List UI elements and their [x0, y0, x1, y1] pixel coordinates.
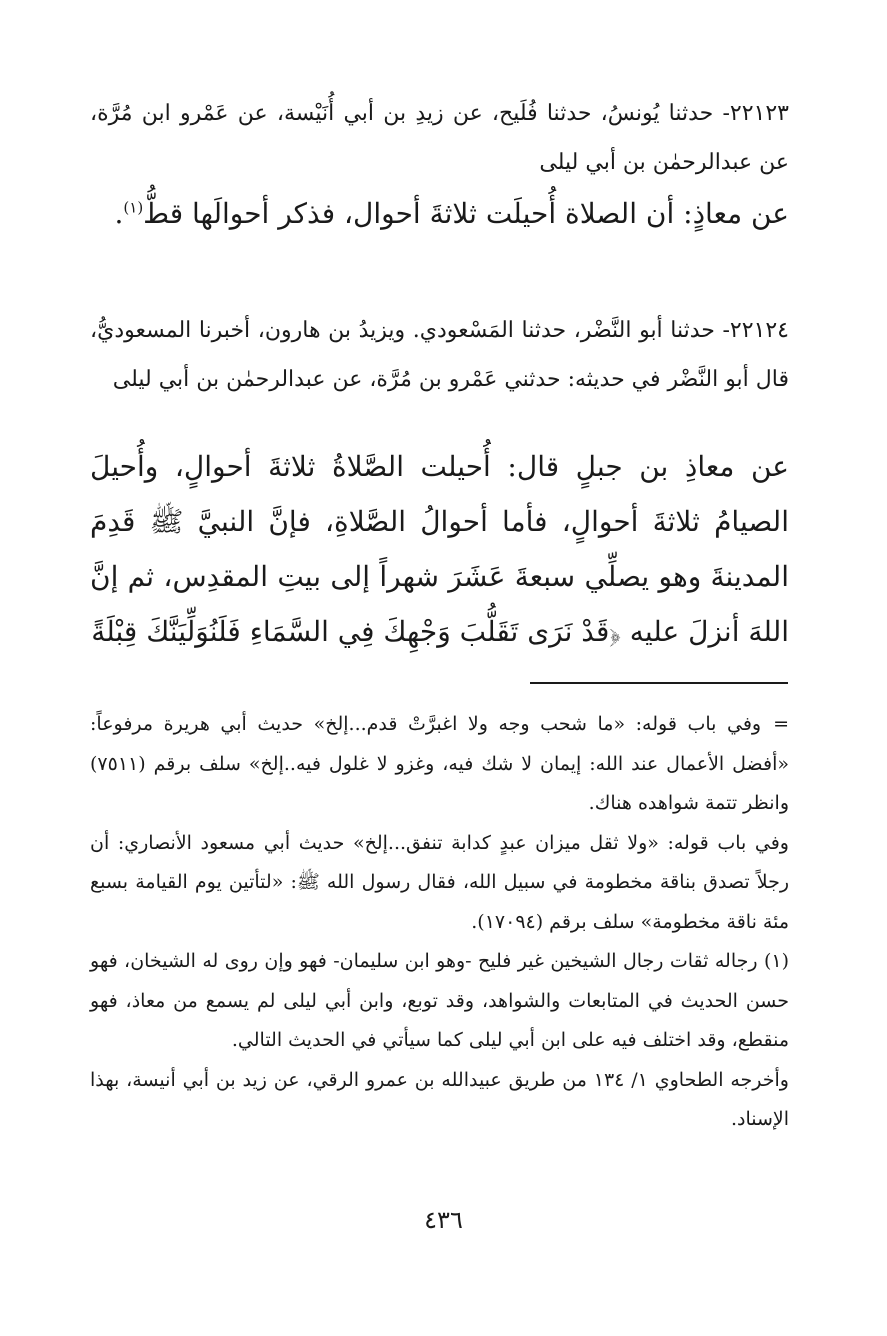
hadith-22124-isnad: ٢٢١٢٤- حدثنا أبو النَّضْر، حدثنا المَسْعودي. ويزيدُ بن هارون، أخبرنا المسعوديُّ، قال أبو النَّضْر في حديثه: حدثني عَمْرو بن مُرَّة، عن عبدالرحمٰن بن أبي ليلى: [90, 318, 789, 392]
hadith-22123-matn: [90, 186, 789, 241]
footnote-paragraph-4: وأخرجه الطحاوي ١/ ١٣٤ من طريق عبيدالله بن عمرو الرقي، عن زيد بن أبي أنيسة، بهذا الإسناد.: [90, 1068, 789, 1130]
continuation-mark: =: [773, 713, 789, 735]
footnote-ref-1: (١): [123, 198, 144, 217]
footnote-paragraph-1-text: وفي باب قوله: «ما شحب وجه ولا اغبرَّتْ قدم...إلخ» حديث أبي هريرة مرفوعاً: «أفضل الأعمال عند الله: إيمان لا شك فيه، وغزو لا غلول فيه..إلخ» سلف برقم (٧٥١١) وانظر تتمة شواهده هناك.: [90, 713, 789, 814]
page-number: ٤٣٦: [424, 1206, 463, 1234]
footnote-paragraph-1: [90, 705, 789, 824]
hadith-22123-isnad: ٢٢١٢٣- حدثنا يُونسُ، حدثنا فُلَيح، عن زيدِ بن أبي أُنَيْسة، عن عَمْرو ابن مُرَّة، عن عبدالرحمٰن بن أبي ليلى: [90, 101, 789, 175]
footnote-1: (١) رجاله ثقات رجال الشيخين غير فليح -وهو ابن سليمان- فهو وإن روى له الشيخان، فهو حسن الحديث في المتابعات والشواهد، وقد توبع، وابن أبي ليلى لم يسمع من معاذ، فهو منقطع، وقد اختلف فيه على ابن أبي ليلى كما سيأتي في الحديث التالي.: [90, 950, 789, 1051]
footnote-separator: [530, 682, 788, 684]
footnotes: [90, 705, 789, 1140]
hadith-22123-matn-end: .: [114, 197, 124, 230]
footnote-paragraph-2: وفي باب قوله: «ولا ثقل ميزان عبدٍ كدابة تنفق...إلخ» حديث أبي مسعود الأنصاري: أن رجلاً تصدق بناقة مخطومة في سبيل الله، فقال رسول الله ﷺ: «لتأتين يوم القيامة بسبع مئة ناقة مخطومة» سلف برقم (١٧٠٩٤).: [90, 831, 789, 933]
hadith-22124-matn: عن معاذِ بن جبلٍ قال: أُحيلت الصَّلاةُ ثلاثةَ أحوالٍ، وأُحيلَ الصيامُ ثلاثةَ أحوالٍ، فأما أحوالُ الصَّلاةِ، فإنَّ النبيَّ ﷺ قَدِمَ المدينةَ وهو يصلِّي سبعةَ عَشَرَ شهراً إلى بيتِ المقدِس، ثم إنَّ اللهَ أنزلَ عليه ﴿قَدْ نَرَى تَقَلُّبَ وَجْهِكَ فِي السَّمَاءِ فَلَنُوَلِّيَنَّكَ قِبْلَةً: [90, 450, 789, 648]
hadith-22123-matn-text: عن معاذٍ: أن الصلاة أُحيلَت ثلاثةَ أحوال، فذكر أحوالَها قطُّ: [143, 197, 789, 230]
